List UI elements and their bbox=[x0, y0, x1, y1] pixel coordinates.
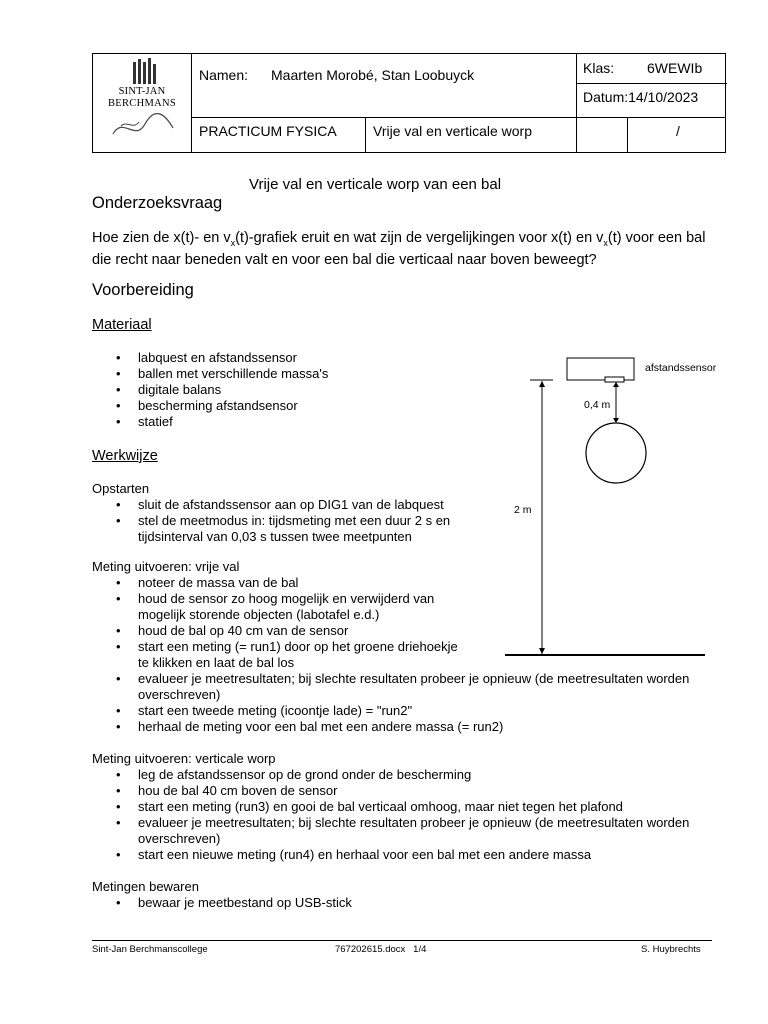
list-item: • herhaal de meting voor een bal met een andere massa (= run2) bbox=[92, 719, 712, 735]
bewaren-label: Metingen bewaren bbox=[92, 879, 199, 894]
list-item: • houd de sensor zo hoog mogelijk en verwijderd van mogelijk storende objecten (labotafel e.d.) bbox=[92, 591, 472, 623]
list-item: • stel de meetmodus in: tijdsmeting met een duur 2 s en tijdsinterval van 0,03 s tussen twee meetpunten bbox=[92, 513, 492, 545]
list-item: • evalueer je meetresultaten; bij slechte resultaten probeer je opnieuw (de meetresultaten worden overschreven) bbox=[92, 671, 712, 703]
klas-value: 6WEWIb bbox=[647, 60, 703, 76]
list-item: • bewaar je meetbestand op USB-stick bbox=[92, 895, 712, 911]
subheading-werkwijze: Werkwijze bbox=[92, 448, 158, 464]
header-table bbox=[92, 53, 726, 153]
practicum-label: PRACTICUM FYSICA bbox=[199, 123, 337, 139]
school-logo bbox=[93, 54, 191, 152]
list-item: • evalueer je meetresultaten; bij slechte resultaten probeer je opnieuw (de meetresultaten worden overschreven) bbox=[92, 815, 712, 847]
list-item: • statief bbox=[92, 414, 452, 430]
materiaal-list bbox=[92, 350, 452, 430]
list-item: • sluit de afstandssensor aan op DIG1 van de labquest bbox=[92, 497, 492, 513]
namen-label: Namen: bbox=[199, 67, 249, 83]
heading-onderzoeksvraag: Onderzoeksvraag bbox=[92, 194, 223, 212]
distance-label: 0,4 m bbox=[584, 399, 611, 411]
worp-label: Meting uitvoeren: verticale worp bbox=[92, 751, 276, 766]
footer-author: S. Huybrechts bbox=[641, 944, 701, 955]
list-item: • leg de afstandssensor op de grond onder de bescherming bbox=[92, 767, 712, 783]
document-title: Vrije val en verticale worp van een bal bbox=[249, 176, 502, 193]
sensor-label: afstandssensor bbox=[645, 362, 717, 374]
list-item: • houd de bal op 40 cm van de sensor bbox=[92, 623, 472, 639]
namen-value: Maarten Morobé, Stan Loobuyck bbox=[271, 67, 475, 83]
onderzoeksvraag-text: Hoe zien de x(t)- en $v_x(t)$-grafiek eruit en wat zijn de vergelijkingen voor x(t) en $v_x(t)$ voor een bal die recht naar beneden valt en voor een bal die verticaal naar boven beweegt? bbox=[92, 230, 706, 268]
heading-voorbereiding: Voorbereiding bbox=[92, 281, 194, 299]
list-item: • bescherming afstandsensor bbox=[92, 398, 452, 414]
opstarten-label: Opstarten bbox=[92, 481, 150, 496]
setup-diagram bbox=[500, 350, 740, 665]
logo-text-line2: BERCHMANS bbox=[107, 98, 177, 109]
vrije-val-list bbox=[92, 575, 472, 671]
onderwerp-value: Vrije val en verticale worp bbox=[373, 123, 532, 139]
list-item: • labquest en afstandssensor bbox=[92, 350, 452, 366]
opstarten-list bbox=[92, 497, 492, 545]
footer-divider bbox=[92, 940, 712, 941]
sensor-icon bbox=[605, 377, 624, 382]
vrije-val-list-cont bbox=[92, 671, 712, 735]
worp-list bbox=[92, 767, 712, 863]
nummer-value: / bbox=[676, 123, 680, 139]
vrije-val-label: Meting uitvoeren: vrije val bbox=[92, 559, 240, 574]
logo-text-line1: SINT-JAN bbox=[118, 86, 166, 97]
list-item: • digitale balans bbox=[92, 382, 452, 398]
list-item: • start een meting (run3) en gooi de bal verticaal omhoog, maar niet tegen het plafond bbox=[92, 799, 712, 815]
list-item: • hou de bal 40 cm boven de sensor bbox=[92, 783, 712, 799]
list-item: • start een meting (= run1) door op het groene driehoekje te klikken en laat de bal los bbox=[92, 639, 472, 671]
klas-label: Klas: bbox=[583, 60, 615, 76]
height-label: 2 m bbox=[514, 504, 532, 516]
list-item: • ballen met verschillende massa's bbox=[92, 366, 452, 382]
bewaren-list bbox=[92, 895, 712, 911]
subheading-materiaal: Materiaal bbox=[92, 317, 152, 333]
ball-icon bbox=[586, 423, 646, 483]
footer-school: Sint-Jan Berchmanscollege bbox=[92, 944, 208, 955]
list-item: • noteer de massa van de bal bbox=[92, 575, 472, 591]
list-item: • start een tweede meting (icoontje lade) = "run2" bbox=[92, 703, 712, 719]
datum-value: Datum:14/10/2023 bbox=[583, 89, 699, 105]
footer-file: 767202615.docx 1/4 bbox=[335, 944, 427, 955]
list-item: • start een nieuwe meting (run4) en herhaal voor een bal met een andere massa bbox=[92, 847, 712, 863]
